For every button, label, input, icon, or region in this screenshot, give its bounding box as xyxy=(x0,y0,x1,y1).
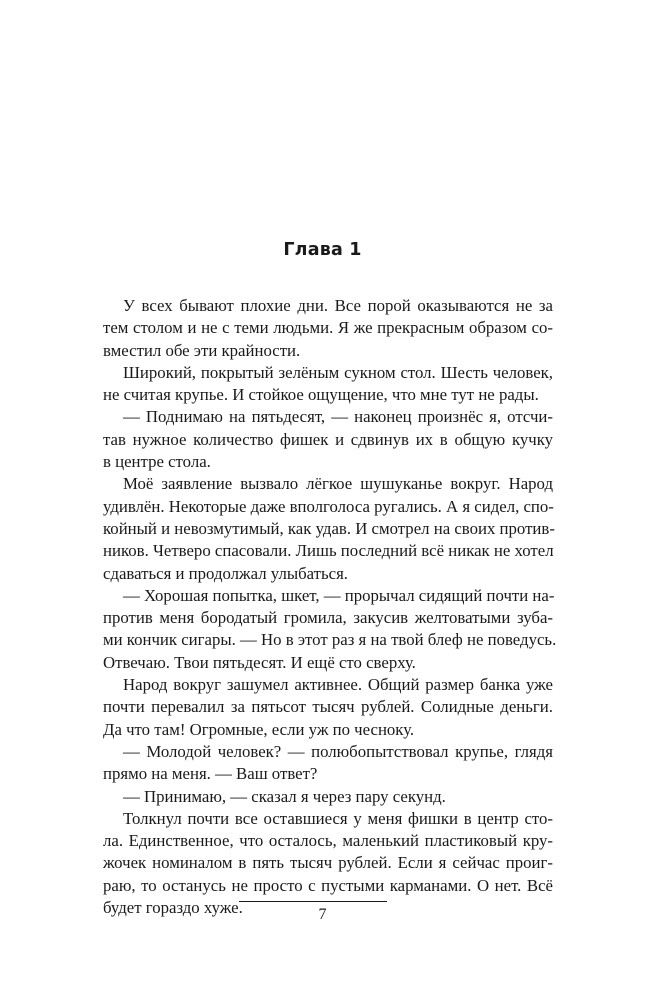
text-line: против меня бородатый громила, закусив желтоватыми зуба- xyxy=(103,608,553,628)
text-line: в центре стола. xyxy=(103,452,211,472)
text-line: Народ вокруг зашумел активнее. Общий размер банка уже xyxy=(123,675,553,695)
chapter-title: Глава 1 xyxy=(283,240,362,260)
text-line: будет гораздо хуже. xyxy=(103,898,243,918)
text-line: ми кончик сигары. — Но в этот раз я на твой блеф не поведусь. xyxy=(103,630,557,650)
page-number: 7 xyxy=(318,906,327,923)
text-line: раю, то останусь не просто с пустыми карманами. О нет. Всё xyxy=(103,875,553,895)
text-line: тем столом и не с теми людьми. Я же прекрасным образом со- xyxy=(103,318,553,338)
text-line: У всех бывают плохие дни. Все порой оказываются не за xyxy=(123,296,553,315)
text-line: прямо на меня. — Ваш ответ? xyxy=(103,764,318,784)
text-line: тав нужное количество фишек и сдвинув их в общую кучку xyxy=(103,429,553,449)
text-line: Толкнул почти все оставшиеся у меня фишки в центр сто- xyxy=(123,808,553,828)
text-line: вместил обе эти крайности. xyxy=(103,340,301,360)
text-line: — Молодой человек? — полюбопытствовал крупье, глядя xyxy=(123,741,553,761)
text-line: Отвечаю. Твои пятьдесят. И ещё сто сверху. xyxy=(103,652,416,672)
text-line: ла. Единственное, что осталось, маленький пластиковый кру- xyxy=(103,831,553,851)
text-line: не считая крупье. И стойкое ощущение, что мне тут не рады. xyxy=(103,385,539,405)
text-line: — Поднимаю на пятьдесят, — наконец произнёс я, отсчи- xyxy=(123,407,553,427)
footer-divider xyxy=(239,901,387,902)
text-line: почти перевалил за пятьсот тысяч рублей. Солидные деньги. xyxy=(103,697,553,717)
text-line: Широкий, покрытый зелёным сукном стол. Шесть человек, xyxy=(123,362,553,382)
text-line: — Хорошая попытка, шкет, — прорычал сидящий почти на- xyxy=(123,585,555,605)
text-line: сдаваться и продолжал улыбаться. xyxy=(103,563,348,583)
body-text xyxy=(103,295,557,919)
text-line: Да что там! Огромные, если уж по чесноку. xyxy=(103,719,415,739)
text-line: койный и невозмутимый, как удав. И смотрел на своих против- xyxy=(103,518,555,538)
text-line: жочек номиналом в пять тысяч рублей. Если я сейчас проиг- xyxy=(103,853,553,873)
text-line: удивлён. Некоторые даже вполголоса ругались. А я сидел, спо- xyxy=(103,496,554,516)
text-line: — Принимаю, — сказал я через пару секунд. xyxy=(123,786,446,806)
text-line: Моё заявление вызвало лёгкое шушуканье вокруг. Народ xyxy=(123,474,553,494)
text-line: ников. Четверо спасовали. Лишь последний всё никак не хотел xyxy=(103,541,554,561)
